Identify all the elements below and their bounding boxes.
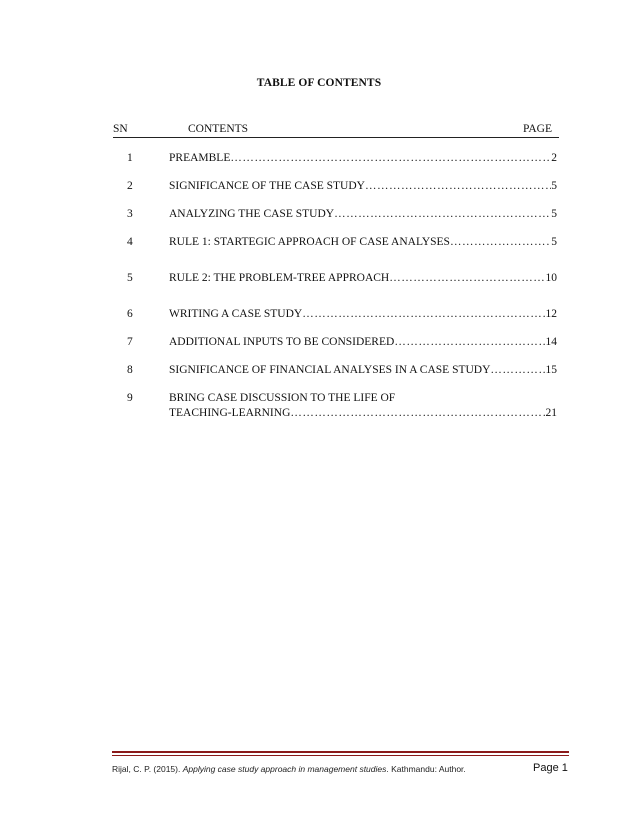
leader-dots (290, 407, 545, 419)
header-rule (113, 137, 559, 138)
entry-title: ADDITIONAL INPUTS TO BE CONSIDERED (169, 336, 395, 348)
entry-page: 5 (551, 236, 557, 248)
entry-number: 2 (127, 180, 133, 192)
entry-page: 5 (551, 208, 557, 220)
entry-title: ANALYZING THE CASE STUDY (169, 208, 335, 220)
entry-page: 15 (545, 364, 557, 376)
entry-page: 2 (551, 152, 557, 164)
entry-title: SIGNIFICANCE OF FINANCIAL ANALYSES IN A CASE STUDY (169, 364, 491, 376)
header-sn: SN (113, 123, 128, 135)
leader-dots (389, 272, 545, 284)
toc-title: TABLE OF CONTENTS (256, 77, 382, 89)
footer-citation: Rijal, C. P. (2015). Applying case study approach in management studies. Kathmandu: Author. (112, 764, 466, 774)
entry-page: 21 (545, 407, 557, 419)
entry-number: 6 (127, 308, 133, 320)
entry-number: 4 (127, 236, 133, 248)
entry-title: SIGNIFICANCE OF THE CASE STUDY (169, 180, 365, 192)
entry-number: 5 (127, 272, 133, 284)
entry-title: RULE 1: STARTEGIC APPROACH OF CASE ANALYSES (169, 236, 450, 248)
leader-dots (394, 336, 545, 348)
entry-number: 7 (127, 336, 133, 348)
entry-title-line1: BRING CASE DISCUSSION TO THE LIFE OF (169, 392, 396, 404)
leader-dots (302, 308, 545, 320)
entry-title: TEACHING-LEARNING (169, 407, 291, 419)
entry-page: 10 (545, 272, 557, 284)
header-page: PAGE (523, 123, 552, 135)
footer-rule-thick (112, 751, 569, 753)
header-contents: CONTENTS (188, 123, 249, 135)
leader-dots (490, 364, 545, 376)
entry-number: 8 (127, 364, 133, 376)
leader-dots (365, 180, 551, 192)
entry-number: 3 (127, 208, 133, 220)
leader-dots (334, 208, 551, 220)
entry-title: RULE 2: THE PROBLEM-TREE APPROACH (169, 272, 390, 284)
entry-number: 9 (127, 392, 133, 404)
entry-page: 14 (545, 336, 557, 348)
footer-rule-thin (112, 755, 569, 756)
entry-title: PREAMBLE (169, 152, 231, 164)
entry-page: 12 (545, 308, 557, 320)
leader-dots (450, 236, 551, 248)
footer-page-number: Page 1 (533, 762, 568, 774)
entry-page: 5 (551, 180, 557, 192)
entry-number: 1 (127, 152, 133, 164)
entry-title: WRITING A CASE STUDY (169, 308, 303, 320)
leader-dots (230, 152, 551, 164)
